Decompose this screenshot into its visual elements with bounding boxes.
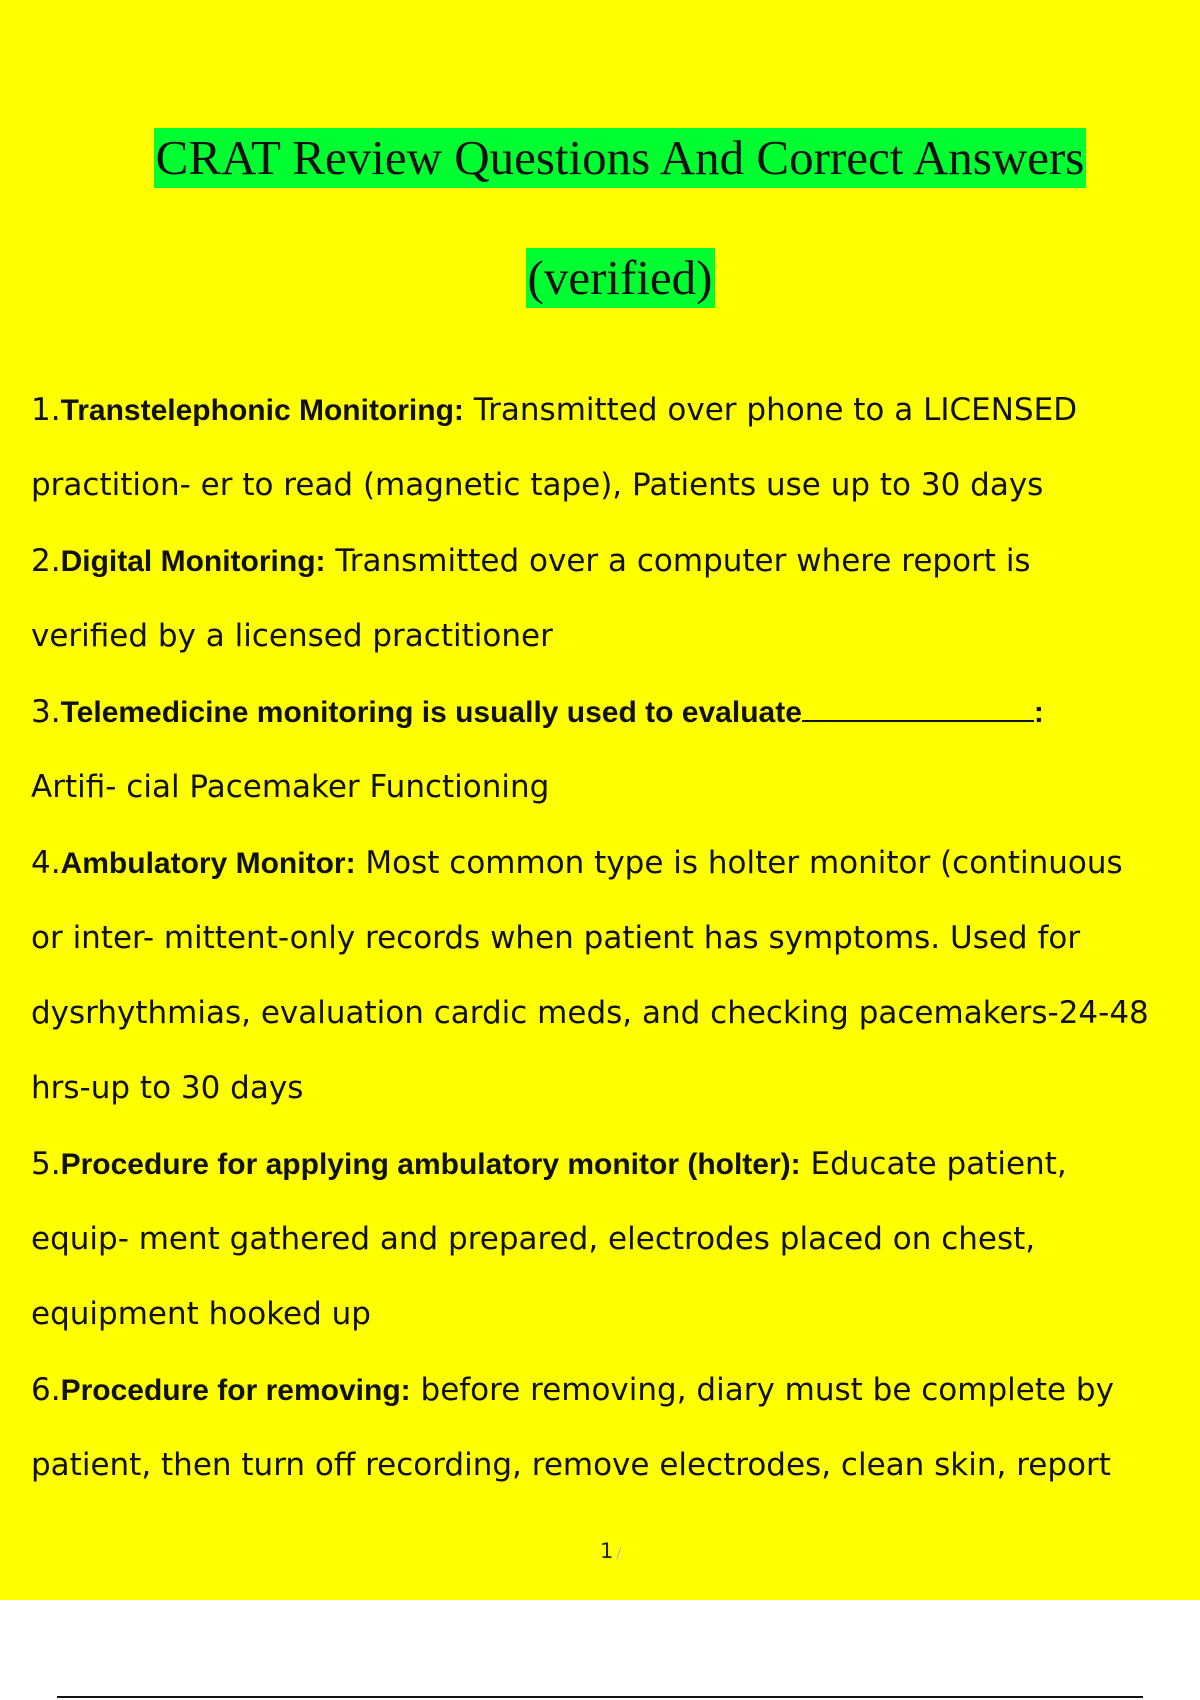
fill-in-blank	[802, 696, 1034, 722]
title-line-1: CRAT Review Questions And Correct Answers	[154, 128, 1087, 188]
item-answer: Educate patient,	[800, 1146, 1067, 1182]
item-answer-cont: equipment hooked up	[31, 1296, 371, 1332]
item-answer: Transmitted over a computer where report is	[325, 543, 1031, 579]
footer-divider	[57, 1696, 1143, 1698]
item-number: 2.	[31, 543, 61, 579]
item-answer-cont: patient, then turn off recording, remove electrodes, clean skin, report	[31, 1447, 1111, 1483]
item-answer-cont: equip- ment gathered and prepared, electrodes placed on chest,	[31, 1221, 1036, 1257]
item-number: 3.	[31, 694, 61, 730]
page-number: 1 /	[600, 1539, 622, 1563]
item-term: Digital Monitoring:	[60, 545, 326, 578]
qa-item-2	[31, 524, 1200, 674]
qa-item-5	[31, 1127, 1200, 1352]
qa-item-6	[31, 1353, 1200, 1503]
item-answer-cont: hrs-up to 30 days	[31, 1070, 304, 1106]
item-answer: before removing, diary must be complete by	[410, 1372, 1114, 1408]
title-line-2: (verified)	[526, 248, 715, 308]
item-number: 5.	[31, 1146, 61, 1182]
item-term: Telemedicine monitoring is usually used to evaluate	[60, 696, 802, 729]
item-answer: Transmitted over phone to a LICENSED	[463, 392, 1078, 428]
item-term: Ambulatory Monitor:	[60, 847, 356, 880]
item-number: 4.	[31, 845, 61, 881]
qa-item-1	[31, 373, 1200, 523]
item-term: Transtelephonic Monitoring:	[60, 394, 464, 427]
item-answer-cont: practition- er to read (magnetic tape), Patients use up to 30 days	[31, 467, 1044, 503]
qa-item-3	[31, 675, 1200, 825]
item-answer-cont: or inter- mittent-only records when patient has symptoms. Used for	[31, 920, 1081, 956]
qa-item-4	[31, 826, 1200, 1126]
item-number: 6.	[31, 1372, 61, 1408]
item-answer-cont: dysrhythmias, evaluation cardic meds, and checking pacemakers-24-48	[31, 995, 1149, 1031]
item-answer: Most common type is holter monitor (continuous	[355, 845, 1123, 881]
item-term-suffix: :	[1033, 696, 1044, 729]
item-term: Procedure for removing:	[60, 1374, 411, 1407]
item-number: 1.	[31, 392, 61, 428]
document-title	[0, 128, 1200, 188]
item-answer-cont: Artifi- cial Pacemaker Functioning	[31, 769, 550, 805]
document-subtitle	[0, 248, 1200, 308]
item-answer-cont: verified by a licensed practitioner	[31, 618, 553, 654]
item-term: Procedure for applying ambulatory monitor (holter):	[60, 1148, 801, 1181]
